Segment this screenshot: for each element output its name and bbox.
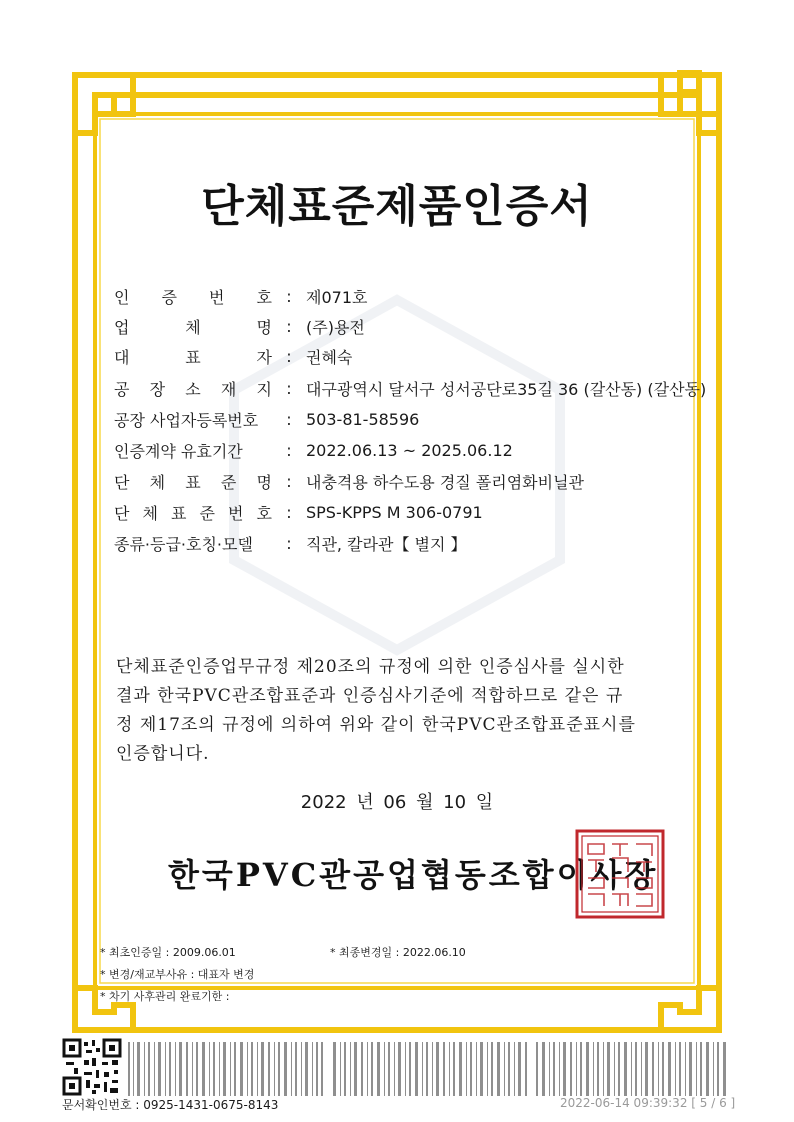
note-change-reason: * 변경/재교부사유 : 대표자 변경 (100, 968, 255, 981)
field-company: 업 체 명 : (주)용전 (114, 316, 365, 337)
official-seal-stamp (574, 828, 666, 920)
certificate-title: 단체표준제품인증서 (201, 181, 593, 232)
field-label: 대 표 자 (114, 347, 272, 367)
field-cert-number: 인 증 번 호 : 제071호 (114, 286, 368, 307)
field-label: 인 증 번 호 (114, 287, 272, 307)
field-type-grade: 종류·등급·호칭·모델 : 직관, 칼라관【 별지 】 (114, 533, 467, 554)
statement-line: 결과 한국PVC관조합표준과 인증심사기준에 적합하므로 같은 규 (116, 686, 624, 706)
statement-line: 단체표준인증업무규정 제20조의 규정에 의한 인증심사를 실시한 (116, 657, 625, 677)
standard-number-value: SPS-KPPS M 306-0791 (306, 502, 483, 522)
field-label: 단 체 표 준 명 (114, 472, 272, 492)
type-grade-value: 직관, 칼라관【 별지 】 (306, 534, 467, 554)
cert-notes (100, 942, 254, 1008)
standard-name-value: 내충격용 하수도용 경질 폴리염화비닐관 (306, 472, 585, 492)
field-factory-address: 공 장 소 재 지 : 대구광역시 달서구 성서공단로35길 36 (갈산동) (갈산동) (114, 378, 707, 399)
business-reg-value: 503-81-58596 (306, 409, 420, 429)
factory-address-value: 대구광역시 달서구 성서공단로35길 36 (갈산동) (갈산동) (306, 379, 707, 399)
field-validity: 인증계약 유효기간 : 2022.06.13 ~ 2025.06.12 (114, 440, 513, 461)
qr-code (62, 1038, 122, 1096)
issue-date: 2022 년 06 월 10 일 (300, 792, 494, 813)
field-label: 종류·등급·호칭·모델 (114, 534, 253, 554)
field-standard-number: 단 체 표 준 번 호 : SPS-KPPS M 306-0791 (114, 502, 483, 523)
statement-line: 정 제17조의 규정에 의하여 위와 같이 한국PVC관조합표준표시를 (116, 715, 636, 735)
representative-value: 권혜숙 (306, 347, 353, 367)
note-followup: * 차기 사후관리 완료기한 : (100, 990, 230, 1003)
barcode-2 (330, 1040, 530, 1098)
field-label: 공장 사업자등록번호 (114, 410, 259, 430)
field-label: 인증계약 유효기간 (114, 441, 243, 461)
validity-value: 2022.06.13 ~ 2025.06.12 (306, 440, 513, 460)
field-standard-name: 단 체 표 준 명 : 내충격용 하수도용 경질 폴리염화비닐관 (114, 471, 585, 492)
field-representative: 대 표 자 : 권혜숙 (114, 346, 353, 367)
field-label: 단 체 표 준 번 호 (114, 503, 272, 523)
cert-number-value: 제071호 (306, 287, 368, 307)
certification-statement (116, 653, 686, 769)
note-first-cert: * 최초인증일 : 2009.06.01 (100, 946, 236, 959)
barcode-1 (126, 1040, 326, 1098)
barcode-3 (534, 1040, 730, 1098)
print-timestamp: 2022-06-14 09:39:32 [ 5 / 6 ] (560, 1096, 736, 1110)
company-value: (주)용전 (306, 317, 365, 337)
statement-line: 인증합니다. (116, 744, 210, 764)
document-verification-number: 문서확인번호 : 0925-1431-0675-8143 (62, 1098, 279, 1112)
field-business-reg: 공장 사업자등록번호 : 503-81-58596 (114, 409, 420, 430)
field-label: 업 체 명 (114, 317, 272, 337)
note-last-change: * 최종변경일 : 2022.06.10 (330, 946, 466, 959)
field-label: 공 장 소 재 지 (114, 379, 272, 399)
issuer-name: 한국PVC관공업협동조합이사장 (168, 856, 659, 894)
